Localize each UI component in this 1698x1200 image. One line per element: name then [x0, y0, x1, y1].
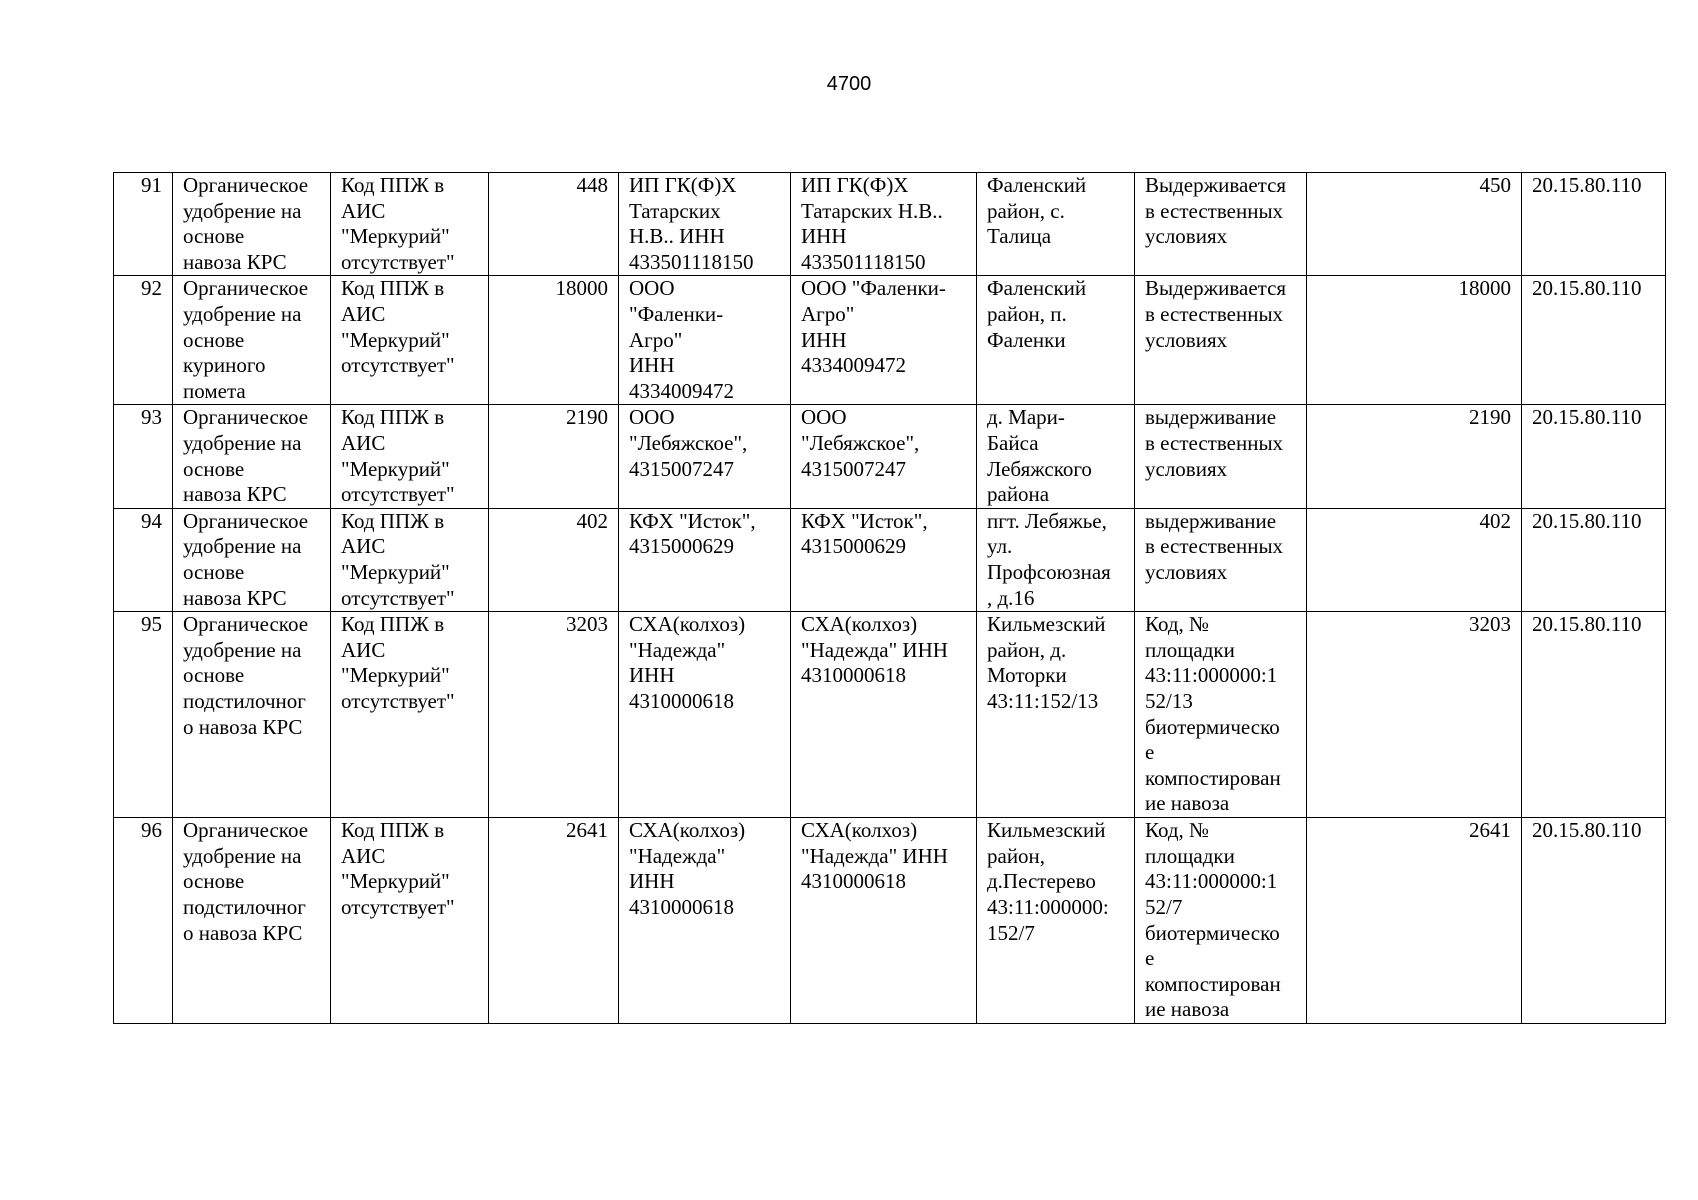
product-name-cell: Органическое удобрение на основе навоза КРС	[173, 405, 331, 508]
okpd-code-cell: 20.15.80.110	[1522, 508, 1666, 611]
producer-cell: ООО "Фаленки- Агро" ИНН 4334009472	[619, 276, 791, 405]
table-row	[114, 405, 1666, 508]
location-cell: Кильмезский район, д.Пестерево 43:11:000000: 152/7	[977, 818, 1135, 1024]
owner-cell: СХА(колхоз) "Надежда" ИНН 4310000618	[791, 612, 977, 818]
page-number: 4700	[826, 73, 872, 95]
volume-cell: 2190	[489, 405, 619, 508]
amount-cell: 3203	[1307, 612, 1522, 818]
product-name-cell: Органическое удобрение на основе подстилочног о навоза КРС	[173, 818, 331, 1024]
row-number-cell: 95	[114, 612, 173, 818]
okpd-code-cell: 20.15.80.110	[1522, 818, 1666, 1024]
processing-method-cell: Код, № площадки 43:11:000000:1 52/7 биотермическо е компостирован ие навоза	[1135, 818, 1307, 1024]
producer-cell: ИП ГК(Ф)Х Татарских Н.В.. ИНН 433501118150	[619, 173, 791, 276]
table-row	[114, 173, 1666, 276]
volume-cell: 3203	[489, 612, 619, 818]
processing-method-cell: выдерживание в естественных условиях	[1135, 405, 1307, 508]
product-name-cell: Органическое удобрение на основе навоза КРС	[173, 508, 331, 611]
location-cell: Кильмезский район, д. Моторки 43:11:152/13	[977, 612, 1135, 818]
fertilizer-register-table	[113, 172, 1666, 1024]
table-row	[114, 612, 1666, 818]
processing-method-cell: выдерживание в естественных условиях	[1135, 508, 1307, 611]
owner-cell: СХА(колхоз) "Надежда" ИНН 4310000618	[791, 818, 977, 1024]
processing-method-cell: Код, № площадки 43:11:000000:1 52/13 биотермическо е компостирован ие навоза	[1135, 612, 1307, 818]
location-cell: Фаленский район, с. Талица	[977, 173, 1135, 276]
amount-cell: 2641	[1307, 818, 1522, 1024]
product-code-cell: Код ППЖ в АИС "Меркурий" отсутствует"	[331, 173, 489, 276]
owner-cell: КФХ "Исток", 4315000629	[791, 508, 977, 611]
producer-cell: СХА(колхоз) "Надежда" ИНН 4310000618	[619, 612, 791, 818]
product-code-cell: Код ППЖ в АИС "Меркурий" отсутствует"	[331, 612, 489, 818]
row-number-cell: 91	[114, 173, 173, 276]
row-number-cell: 94	[114, 508, 173, 611]
owner-cell: ИП ГК(Ф)Х Татарских Н.В.. ИНН 433501118150	[791, 173, 977, 276]
amount-cell: 450	[1307, 173, 1522, 276]
owner-cell: ООО "Фаленки- Агро" ИНН 4334009472	[791, 276, 977, 405]
producer-cell: КФХ "Исток", 4315000629	[619, 508, 791, 611]
volume-cell: 402	[489, 508, 619, 611]
volume-cell: 448	[489, 173, 619, 276]
product-name-cell: Органическое удобрение на основе навоза КРС	[173, 173, 331, 276]
amount-cell: 402	[1307, 508, 1522, 611]
amount-cell: 2190	[1307, 405, 1522, 508]
product-code-cell: Код ППЖ в АИС "Меркурий" отсутствует"	[331, 405, 489, 508]
producer-cell: ООО "Лебяжское", 4315007247	[619, 405, 791, 508]
volume-cell: 18000	[489, 276, 619, 405]
location-cell: пгт. Лебяжье, ул. Профсоюзная , д.16	[977, 508, 1135, 611]
table-row	[114, 818, 1666, 1024]
row-number-cell: 96	[114, 818, 173, 1024]
product-name-cell: Органическое удобрение на основе подстилочног о навоза КРС	[173, 612, 331, 818]
location-cell: Фаленский район, п. Фаленки	[977, 276, 1135, 405]
producer-cell: СХА(колхоз) "Надежда" ИНН 4310000618	[619, 818, 791, 1024]
table-row	[114, 276, 1666, 405]
processing-method-cell: Выдерживается в естественных условиях	[1135, 276, 1307, 405]
product-code-cell: Код ППЖ в АИС "Меркурий" отсутствует"	[331, 818, 489, 1024]
product-code-cell: Код ППЖ в АИС "Меркурий" отсутствует"	[331, 276, 489, 405]
okpd-code-cell: 20.15.80.110	[1522, 612, 1666, 818]
row-number-cell: 92	[114, 276, 173, 405]
owner-cell: ООО "Лебяжское", 4315007247	[791, 405, 977, 508]
okpd-code-cell: 20.15.80.110	[1522, 276, 1666, 405]
location-cell: д. Мари- Байса Лебяжского района	[977, 405, 1135, 508]
processing-method-cell: Выдерживается в естественных условиях	[1135, 173, 1307, 276]
okpd-code-cell: 20.15.80.110	[1522, 405, 1666, 508]
volume-cell: 2641	[489, 818, 619, 1024]
table-row	[114, 508, 1666, 611]
product-name-cell: Органическое удобрение на основе куриного помета	[173, 276, 331, 405]
okpd-code-cell: 20.15.80.110	[1522, 173, 1666, 276]
product-code-cell: Код ППЖ в АИС "Меркурий" отсутствует"	[331, 508, 489, 611]
row-number-cell: 93	[114, 405, 173, 508]
amount-cell: 18000	[1307, 276, 1522, 405]
